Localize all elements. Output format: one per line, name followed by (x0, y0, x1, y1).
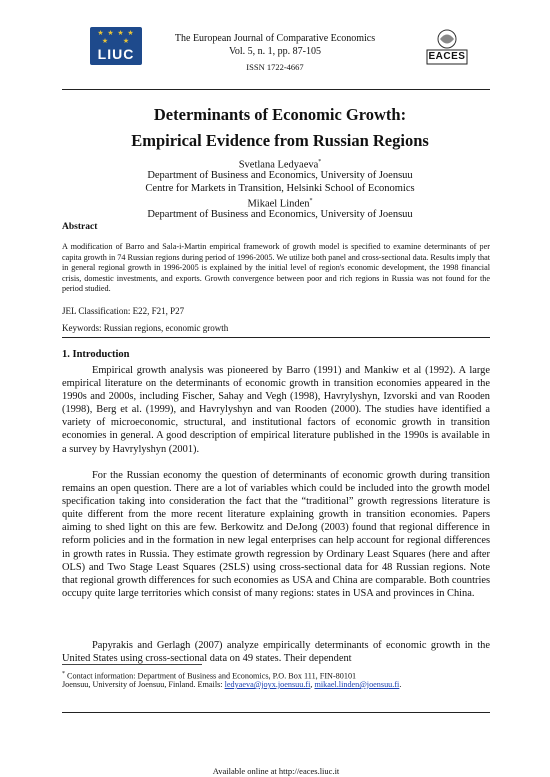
footnote-rule (62, 664, 202, 665)
abstract-heading: Abstract (62, 222, 98, 232)
liuc-logo (90, 27, 142, 65)
author-1-affiliation-2: Centre for Markets in Transition, Helsinki School of Economics (145, 183, 415, 194)
eaces-logo (425, 26, 469, 68)
eaces-logo-text: EACES (428, 51, 466, 62)
author-1-name: Svetlana Ledyaeva (238, 159, 319, 171)
email-link-ledyaeva[interactable]: ledyaeva@joyx.joensuu.fi (224, 680, 311, 689)
footnote-marker: * (62, 671, 65, 677)
jel-classification: JEL Classification: E22, F21, P27 (62, 306, 185, 316)
journal-volume: Vol. 5, n. 1, pp. 87-105 (228, 46, 322, 57)
liuc-logo-text: LIUC (97, 46, 135, 62)
intro-paragraph-3: Papyrakis and Gerlagh (2007) analyze empirically determinants of economic growth in the United States using cross-sectional data on 49 states. Their dependent (62, 640, 490, 665)
author-1-affiliation-1: Department of Business and Economics, University of Joensuu (147, 170, 413, 181)
intro-paragraph-2: For the Russian economy the question of determinants of economic growth during transition remains an open question. There are a lot of variables which could be included into the growth model specification taking into consideration the fact that the “traditional” growth regressions literature is quite different from the more recent literature explaining growth in transition economies. Papers aiming to shed light on this are few. Berkowitz and DeJong (2003) found that regional difference in reform policies and in the formation in new legal enterprises can help account for regional differences in growth rates in Russia. They estimate growth regression by Ordinary Least Squares (here and after OLS) and Two Stage Least Squares (2SLS) using cross-sectional data for 48 Russian regions. Note that regional growth differences for such economies as USA and China are comparable. Both countries occupy quite large territories which consist of many regions: states in USA and provinces in China. (62, 470, 490, 599)
author-1-marker: * (318, 159, 322, 165)
footer-rule (62, 712, 490, 713)
footnote-end: . (399, 680, 402, 689)
author-2-marker: * (309, 198, 313, 204)
footnote-separator: , (310, 680, 315, 689)
keywords: Keywords: Russian regions, economic growth (62, 323, 229, 333)
journal-issn: ISSN 1722-4667 (246, 62, 304, 72)
footnote-contact: Contact information: Department of Business and Economics, P.O. Box 111, FIN-80101 (65, 671, 357, 681)
journal-name: The European Journal of Comparative Economics (174, 33, 376, 44)
author-2-name: Mikael Linden (247, 198, 310, 210)
email-link-linden[interactable]: mikael.linden@joensuu.fi (314, 680, 400, 689)
abstract-rule (62, 337, 490, 338)
footnote-emails-label: Joensuu, University of Joensuu, Finland. Emails: (62, 680, 225, 689)
author-2-affiliation: Department of Business and Economics, University of Joensuu (147, 209, 413, 220)
footnote-line-2 (62, 680, 490, 691)
paper-title-line2: Empirical Evidence from Russian Regions (131, 131, 429, 150)
paper-title-line1: Determinants of Economic Growth: (153, 105, 407, 124)
star-ring-icon: ★ ★ ★ ★ ★ ★ (97, 29, 135, 45)
header-rule (62, 89, 490, 90)
intro-paragraph-1: Empirical growth analysis was pioneered by Barro (1991) and Mankiw et al (1992). A large empirical literature on the determinants of economic growth in transition economies appeared in the 1990s and 2000s, including Fischer, Sahay and Vegh (1998), Havrylyshyn, Izvorski and van Rooden (1998), Berg et al. (1999), and Havrylyshyn and van Rooden (2000). The studies have identified a variety of microeconomic, structural, and institutional factors of economic growth in transition economies in general. A good description of empirical literature published in the 1990s is available in a survey by Havrylyshyn (2001). (62, 365, 490, 455)
footer-availability: Available online at http://eaces.liuc.it (212, 766, 340, 776)
section-heading-introduction: 1. Introduction (62, 349, 130, 360)
abstract-text: A modification of Barro and Sala-i-Martin empirical framework of growth model is specified to examine determinants of per capita growth in 74 Russian regions during period of 1996-2005. We utilize both panel and cross-sectional data. Results imply that in general regional growth in 1996-2005 is explained by the initial level of region's economic development, the 1998 financial crisis, domestic investments, and exports. Growth convergence between poor and rich regions in Russia was not found for the period studied. (62, 242, 490, 294)
